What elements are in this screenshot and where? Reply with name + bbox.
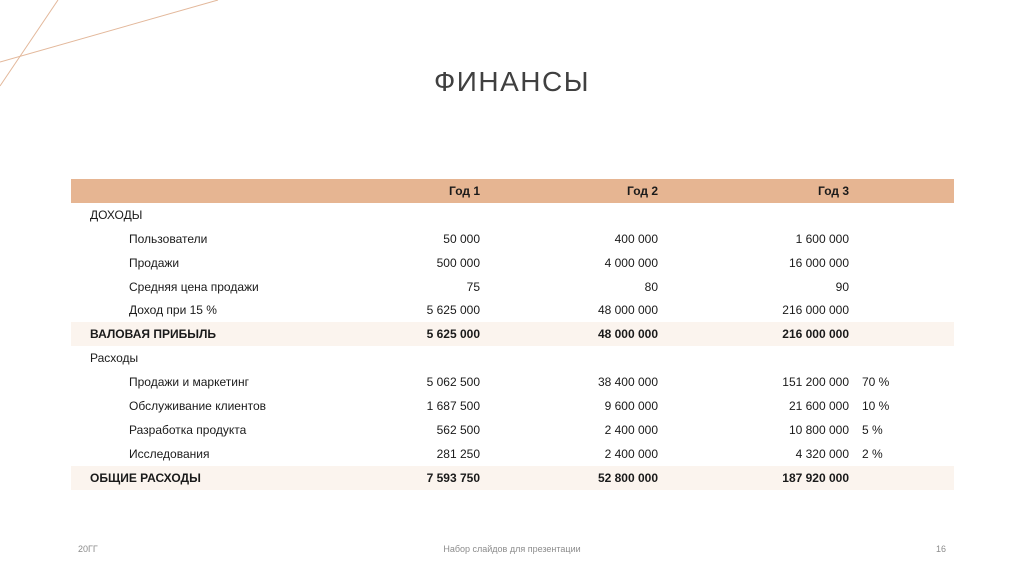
row-value-year-2: 80	[644, 279, 658, 294]
row-percent	[849, 275, 954, 299]
section-row-expenses	[71, 346, 954, 370]
row-percent: 2 %	[862, 446, 883, 461]
row-label: Пользователи	[129, 231, 208, 246]
row-label: ОБЩИЕ РАСХОДЫ	[71, 466, 341, 490]
table-header-row	[71, 179, 954, 203]
row-value-year-3: 90	[835, 279, 849, 294]
row-percent: 70 %	[862, 375, 890, 390]
row-percent	[849, 466, 954, 490]
row-value-year-2: 48 000 000	[597, 303, 658, 318]
row-percent	[849, 227, 954, 251]
row-value-year-1	[341, 203, 480, 227]
table-row	[71, 394, 954, 418]
footer-presentation-title: Набор слайдов для презентации	[443, 544, 581, 554]
row-label: Средняя цена продажи	[129, 279, 259, 294]
row-value-year-2	[480, 203, 658, 227]
row-label: Разработка продукта	[129, 422, 247, 437]
row-percent: 5 %	[862, 422, 883, 437]
row-percent: 10 %	[862, 398, 890, 413]
row-value-year-3: 187 920 000	[658, 466, 849, 490]
row-value-year-1: 281 250	[436, 446, 480, 461]
header-percent-cell	[849, 179, 954, 203]
row-label: Продажи	[129, 255, 180, 270]
row-value-year-3: 4 320 000	[795, 446, 849, 461]
row-value-year-1: 5 625 000	[341, 322, 480, 346]
row-value-year-2: 48 000 000	[480, 322, 658, 346]
row-value-year-1	[341, 346, 480, 370]
row-label: ВАЛОВАЯ ПРИБЫЛЬ	[71, 322, 341, 346]
row-value-year-1: 500 000	[436, 255, 480, 270]
row-value-year-2: 52 800 000	[480, 466, 658, 490]
row-percent	[849, 322, 954, 346]
row-value-year-2: 400 000	[614, 231, 658, 246]
row-value-year-2: 4 000 000	[604, 255, 658, 270]
header-year-1: Год 1	[341, 179, 480, 203]
row-percent	[849, 346, 954, 370]
row-value-year-3: 216 000 000	[782, 303, 849, 318]
total-row-total-expenses	[71, 466, 954, 490]
row-label: Продажи и маркетинг	[129, 375, 249, 390]
row-value-year-2	[480, 346, 658, 370]
row-value-year-3	[658, 203, 849, 227]
row-value-year-2: 2 400 000	[604, 446, 658, 461]
table-row	[71, 442, 954, 466]
row-value-year-1: 5 625 000	[426, 303, 480, 318]
finance-table	[71, 179, 954, 490]
row-value-year-2: 38 400 000	[597, 375, 658, 390]
row-value-year-1: 50 000	[443, 231, 480, 246]
total-row-gross-profit	[71, 322, 954, 346]
slide-title: ФИНАНСЫ	[433, 66, 591, 97]
table-row	[71, 275, 954, 299]
row-value-year-3: 1 600 000	[795, 231, 849, 246]
row-value-year-3: 10 800 000	[788, 422, 849, 437]
table-row	[71, 370, 954, 394]
row-percent	[849, 251, 954, 275]
row-value-year-3: 21 600 000	[788, 398, 849, 413]
row-value-year-1: 7 593 750	[341, 466, 480, 490]
row-label: Исследования	[129, 446, 210, 461]
row-label: Расходы	[90, 351, 139, 366]
row-label: Доход при 15 %	[129, 303, 217, 318]
row-value-year-3: 151 200 000	[782, 375, 849, 390]
table-row	[71, 418, 954, 442]
header-label-cell	[71, 179, 341, 203]
row-value-year-3: 216 000 000	[658, 322, 849, 346]
row-percent	[849, 203, 954, 227]
footer-page-number: 16	[935, 544, 946, 554]
table-row	[71, 227, 954, 251]
row-value-year-1: 562 500	[436, 422, 480, 437]
table-row	[71, 298, 954, 322]
row-value-year-3: 16 000 000	[788, 255, 849, 270]
row-value-year-3	[658, 346, 849, 370]
row-value-year-1: 5 062 500	[426, 375, 480, 390]
header-year-3: Год 3	[658, 179, 849, 203]
row-label: ДОХОДЫ	[90, 207, 143, 222]
row-value-year-1: 1 687 500	[426, 398, 480, 413]
row-value-year-1: 75	[466, 279, 480, 294]
footer-date: 20ГГ	[78, 544, 98, 554]
row-label: Обслуживание клиентов	[129, 398, 266, 413]
header-year-2: Год 2	[480, 179, 658, 203]
row-value-year-2: 2 400 000	[604, 422, 658, 437]
row-value-year-2: 9 600 000	[604, 398, 658, 413]
table-row	[71, 251, 954, 275]
section-row-income	[71, 203, 954, 227]
row-percent	[849, 298, 954, 322]
